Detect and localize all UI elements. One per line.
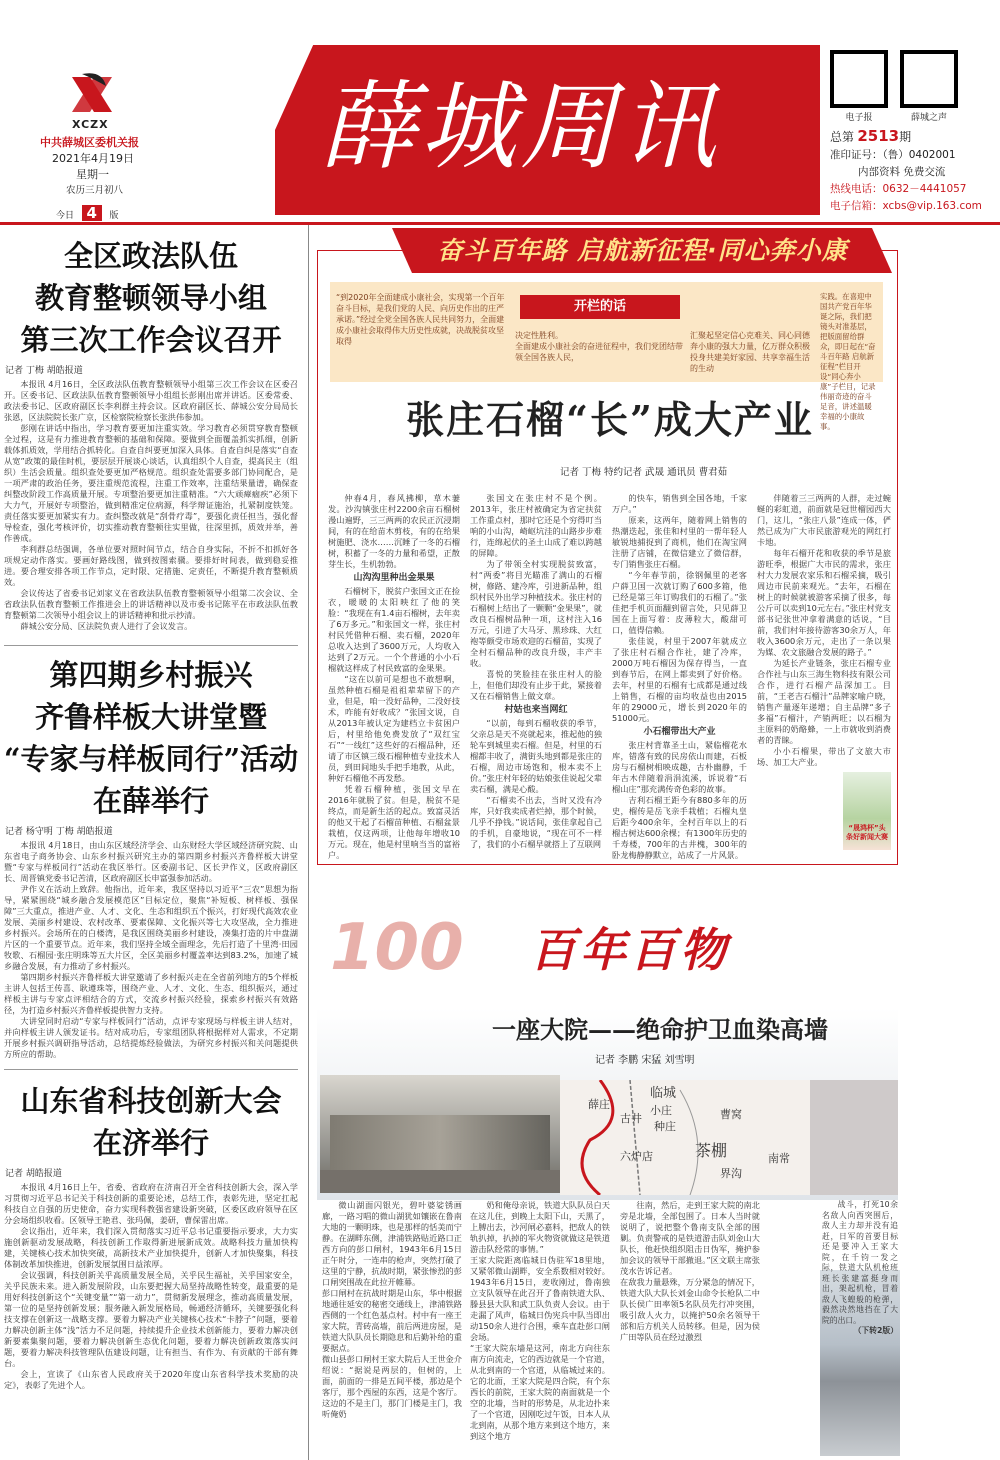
map-label: 小庄 — [650, 1104, 672, 1117]
feature-subhead-2: 村姑也来当网红 — [504, 705, 568, 715]
article1-byline: 记者 丁梅 胡皓报道 — [5, 366, 83, 376]
column-intro-col2: 决定性胜利。 全面建成小康社会的奋进征程中，我们党团结带领全国各族人民， — [515, 331, 683, 362]
issue-meta-left — [40, 135, 180, 224]
courtyard-photo — [320, 1075, 560, 1193]
map-label: 曹窝 — [720, 1108, 742, 1121]
qr-code-icon — [900, 50, 958, 108]
column-intro-col1: “到2020年全面建成小康社会，实现第一个百年奋斗目标，是我们党的人民、向历史作出的庄严承诺。”经过全党全国各族人民共同努力，全面建成小康社会取得伟大历史性成就，决战脱贫攻坚取得 — [336, 293, 505, 346]
feature-col-3: 的快车，销售到全国各地，千家万户。” 原来，这两年，随着网上销售的热潮迭起，张佳和村里的一帮年轻人敏锐地捕捉到了商机，他们在淘宝网注册了店铺，在微信建立了微信群，专门销售张庄石榴。 “今年春节前，徐钢佩里的老客户薛卫国一次就订购了600多箱，他已经是第三年订购我们的石榴了。”张佳把手机页面翻到留言处，只见薛卫国在上面写着：皮薄粒大，酸甜可口，值得信赖。 张佳说，村里于2007年就成立了张庄村石榴合作社，建了冷库，2000万吨石榴因为保存得当，一直到春节后，在网上都卖到了好价格。去年，村里的石榴有七成都是通过线上销售，石榴的亩均收益也由2015年的29000元，增长到2020年的51000元。 小石榴带出大产业 张庄村背靠圣土山，紧临榴花水库，错落有致的民房依山而建，石板房与石榴树相映成趣，古朴幽静，千年古木伴随着涓涓流溪，诉说着“石榴山庄”那充满传奇色彩的故事。 吉利石榴王距今有880多年的历史，榴传是岳飞亲手栽植；石榴丸皇后距今400余年，全村百年以上的石榴古树达600余棵；有1300年历史的千寿楼，700年的古井槐，300年的卧龙梅静静默立，站成了一片风景。 — [612, 493, 747, 860]
map-label: 临城 — [650, 1086, 677, 1101]
column-divider — [308, 225, 309, 1460]
column-intro-col4: 实践。在喜迎中国共产党百年华诞之际，我们把镜头对准基层，把版面留给群众，即日起在“奋斗百年路 启航新征程”栏目开设“同心奔小康”子栏目，记录伟丽奇迹的奋斗足音，讲述温暖幸福的小康故事。 — [820, 292, 876, 431]
century-col-3: 往南，然后，走到王家大院的南北旁是北墙，全部包围了。日本人当时就说明了，说把整个鲁南支队全部的围剿。负责警戒的是铁道游击队刘金山大队长，他赶快组织阻击日伪军，掩护参加会议的领导干部撤退。”区文联主席张茂水告诉记者。 在敌我力量悬殊，万分紧急的情况下，铁道大队大队长刘金山命令长枪队二中队长侯广田率领5名队员先行冲突围，吸引敌人火力，以掩护50余名领导干部和后方机关人员转移。但是，因为侯广田等队员在经过激烈 — [620, 1200, 760, 1342]
article3-headline-1: 山东省科技创新大会 — [20, 1084, 282, 1118]
newspaper-title: 薛城周讯 — [320, 71, 720, 183]
century-col-4: 战斗，打死10余名敌人向西突围后，敌人主力却并没有追赶，日军的首要目标还是要冲入王家大院，在千钧一发之际，铁道大队机枪班班长张建富挺身而出，架起机枪，冒着敌人飞蝗般的枪弹，毅然决然地挡在了大院的出口。 （下转2版） — [822, 1200, 898, 1335]
column-intro-col3: 汇聚起坚定信心克难关、同心同德奔小康的强大力量，亿万群众积极投身共建美好家园、共享幸福生活的生动 — [690, 331, 810, 373]
map-label: 古井 — [620, 1112, 642, 1125]
lunar-date: 农历三月初八 — [66, 185, 124, 196]
campaign-badge: “晟鸿杯”头条好新闻大赛 — [843, 772, 891, 850]
article3-body: 本报讯 4月16日上午，省委、省政府在济南召开全省科技创新大会，深入学习贯彻习近平总书记关于科技创新的重要论述，总结工作，表彰先进，坚定扛起科技自立自强的历史使命，奋力实现科教强省建设新突破，区委区政府领导在区分会场组织收看。区领导王艳君、张玛佩，姜研，曹保雷出席。 会议指出，近年来，我们深入贯彻落实习近平总书记重要指示要求，大力实施创新驱动发展战略，科技创新工作取得新进展新成效。战略科技力量加快构建，关键核心技术加快突破，高新技术产业加快提升，创新人才加快聚集，科技体制改革加快推进，创新发展氛围日益浓厚。 会议强调，科技创新关乎高质量发展全局，关乎民生福祉，关乎国家安全，关乎民族未来。进入新发展阶段，山东要把握大局坚持战略性转变，最重要的是用好科技创新这个“关键变量”“第一动力”，贯彻新发展理念，推动高质量发展，第一位的是坚持创新发展；服务融入新发展格局，畅通经济循环，关键要强化科技支撑在创新这一战略支撑。要着力解决产业关键核心技术“卡脖子”问题，要着力解决创新主体“浅”活力不足问题，持续提升企业技术创新能力，要着力解决创新要素集聚问题，要着力解决创新生态优化问题，要着力解决创新政策落实问题，要着力解决科技管理队伍建设问题，让有担当、有作为、有贡献的干部有舞台。 会上，宣读了《山东省人民政府关于2020年度山东省科学技术奖励的决定》，表彰了先进个人。 — [4, 1182, 298, 1390]
feature-subhead-1: 山沟沟里种出金果果 — [353, 573, 435, 583]
pages-info: 今日 4 版 — [56, 204, 119, 222]
series-banner-text: 奋斗百年路 启航新征程·同心奔小康 — [437, 236, 848, 265]
feature-col-2: 张国文在张庄村不是个例。2013年，张庄村被确定为省定扶贫工作重点村，那时它还是个穷得叮当响的小山沟，崎岖坑洼的山路步步难行，连绵起伏的圣土山成了难以跨越的屏障。 为了带领全村实现脱贫致富，村“两委”将目光瞄准了满山的石榴树，修路、建冷库，引进新品种，组织村民外出学习种植技术。张庄村的石榴树上结出了一颗颗“金果果”，就改良石榴树品种一项，这村注入16万元，引进了大马牙、黑珍珠、大红袍等颇受市场欢迎的石榴苗，实现了全村石榴品种的改良升级，丰产丰收。 喜悦的笑脸挂在张庄村人的脸上，但他们却没有止步于此，紧接着又在石榴销售上做文章。 村姑也来当网红 “以前，每到石榴收获的季节，父亲总是天不亮就起来，推起他的独轮车到城里卖石榴。但是，村里的石榴都丰收了，满街头地到都是张庄的石榴，周边市场饱和，根本卖不上价。”张庄村年轻的姑娘张佳说起父辈卖石榴，满是心酸。 “石榴卖不出去，当时又没有冷库，只好我卖成者烂掉，那个时候，几乎不挣钱。”说话间，张佳拿起自己的手机，自豪地说，“现在可不一样了，我们的小石榴早就搭上了互联网 — [470, 493, 602, 849]
feature-headline: 张庄石榴“长”成大产业 — [406, 397, 814, 442]
hotline: 热线电话：0632－4441057 — [830, 183, 967, 195]
route-map — [560, 1080, 810, 1195]
article2-headline-3: “专家与样板同行”活动 — [3, 742, 299, 776]
article2-byline: 记者 杨守明 丁梅 胡皓报道 — [5, 827, 113, 837]
article2-body: 本报讯 4月18日，由山东区域经济学会、山东财经大学区域经济研究院、山东省电子商务协会、山东乡村振兴研究主办的第四期乡村振兴齐鲁样板大讲堂暨“专家与样板同行”活动在我区举行。区委副书记、区长尹作义，区政府副区长、周晋镇党委书记苦清，区政府副区长申富强参加活动。 尹作义在活动上致辞。他指出，近年来，我区坚持以习近平“三农”思想为指导，紧紧围绕“城乡融合发展模范区”目标定位，聚焦“补短板、树样板、强保障”三大重点，推进产业、人才、文化、生态和组织五个振兴，打好现代高效农业发展、美丽乡村建设、农村改革、要素保障、文化振兴等七大攻坚战，全力推进乡村振兴。会场所在的白楼湾，是我区围绕美丽乡村建设，凑集打造的片中盘湖片区的一个重要节点。近年来，我们坚持全域全面理念，先后打造了十里湾·田园牧歌、石榴园·张庄明珠等五大片区，全区美丽乡村覆盖率达到83.2%，加速了城乡融合发展，有力推动了乡村振兴。 第四期乡村振兴齐鲁样板大讲堂邀请了乡村振兴走在全省前列地方的5个样板主讲人包括王传喜、耿遵珠等，围绕产业、人才、文化、生态、组织振兴，通过样板主讲与专家点评相结合的方式，交流乡村振兴经验，探索乡村振兴有效路径，为打造乡村振兴齐鲁样板提供智力支持。 大讲堂同时启动“专家与样板同行”活动，点评专家现场与样板主讲人结对，并向样板主讲人颁发证书。结对成功后，专家组团队将根据样对人需求，不定期开展乡村振兴调研指导活动，总结提炼经验做法，为研究乡村振兴和关问题提供方所应的帮助。 — [4, 840, 298, 1059]
issue-number: 总第 2513期 — [830, 127, 912, 145]
map-label: 种庄 — [654, 1120, 676, 1133]
wall-photo — [810, 1080, 898, 1195]
century-headline: 一座大院——绝命护卫血染高墙 — [492, 1015, 828, 1044]
masthead — [0, 0, 1000, 220]
article1-body: 本报讯 4月16日，全区政法队伍教育整顿领导小组第三次工作会议在区委召开。区委书记、区政法队伍教育整顿领导小组组长彭刚出席并讲话。区委常委、政法委书记、区政府副区长李利群主持会议。区政府副区长、薛城公安分局局长张恩，区法院院长张广京，区检察院检察长张洪伟参加。 彭刚在讲话中指出，学习教育要更加注重实效。学习教育必须贯穿教育整顿全过程，这是有力推进教育整顿的基础和保障。要做到全面覆盖抓实抓细，创新载体抓质效，学用结合抓转化。自查自纠要更加深入具体。自查自纠是落实“自查从宽”政策的最佳时机，要层层开展谈心谈话，认真组织个人自查，提高民主（组织）生活会质量。组织查处要更加严格规范。组织查处需要多部门协同配合，是一项严肃的政治任务，要注重规范流程，注重工作效率，注重结果量谱，确保查纠整改阶段工作高质量开展。专项整治要更加注重精准。“六大顽瘴痼疾”必须下大力气，开展好专项整治，做到精准定位病源，科学辩证施治，扎紧制度铁笼。责任落实要更加紧实有力。查纠整改就是“刮骨疗毒”，要强化责任担当，强化督导检查，强化考核评价，切实推动教育整顿往实里做，往深里抓，质效并举，善作善成。 李利群总结强调，各单位要对照时间节点，结合自身实际，不折不扣抓好各项规定动作落实。要画好路线图，做到按图索骥。要排好时间表，做到稳妥推进。要合理安排各项工作节点，定时限、定措施、定责任，不断提升教育整顿质效。 会议传达了省委书记刘家义在省政法队伍教育整顿领导小组第二次会议、全省政法队伍教育整顿工作推进会上的讲话精神以及市委书记陈平在市政法队伍教育整顿第二次领导小组会议上的讲话精神和批示抄清。 薛城公安分局、区法院负责人进行了会议发言。 — [4, 379, 298, 631]
map-label: 南常 — [768, 1152, 790, 1165]
feature-byline: 记者 丁梅 特约记者 武晟 通讯员 曹君茹 — [560, 467, 728, 478]
feature-subhead-3: 小石榴带出大产业 — [643, 727, 716, 737]
circulation-note: 内部资料 免费交流 — [858, 166, 946, 178]
map-label: 界沟 — [720, 1167, 742, 1180]
article2-headline-1: 第四期乡村振兴 — [49, 658, 253, 692]
map-label: 薛庄 — [588, 1098, 610, 1111]
continued-note: （下转2版） — [853, 1326, 898, 1335]
qr-label-epaper: 电子报 — [845, 113, 873, 123]
article1-headline-2: 教育整顿领导小组 — [34, 281, 267, 315]
century-col-1: 微山湖面闪银光，碧叶婆娑锈画廊，一路习唱的微山湖犹如镶嵌在鲁南大地的一颗明珠，也是那样的恬美而宁静。在湖畔东侧，津浦铁路贴近路口正西方向的彭口闸村，1943年6月15日正午时分，一连串的枪声，突然打破了这里的宁静，抗战时期，紧张惨烈的彭口闸突围战在此拉开帷幕。 彭口闸村在抗战时期是山东，华中根据地通往延安的秘密交通线上，津浦铁路西侧的一个红色基点村。村中有一座王家大院，青砖高墙，前后两进房屋，是铁道大队队员长期隐息和后勤补给的重要据点。 微山县彭口闸村王家大院后人王世金介绍说：“据说是两层的，但树的，上面，前面的一排是五间平楼，那边是个客厅，那个西屋的东西，这是个客厅。这边的不是主门，那门门楼是主门，我听俺奶 — [322, 1200, 462, 1419]
issue-date: 2021年4月19日 — [52, 152, 134, 165]
article3-headline-2: 在济举行 — [92, 1126, 209, 1160]
qr-code-icon — [830, 50, 888, 108]
feature-col-4: 伴随着三三两两的人群，走过蜿蜒的彩虹道，前面就是冠世榴园西大门，这儿，“张庄八景”连成一体，俨然已成为广大市民旅游观光的网红打卡地。 每年石榴开花和收获的季节是旅游旺季，根据广大市民的需求，张庄村大力发展农家乐和石榴采摘，吸引周边市民前来观光。“去年，石榴在树上的时候就被游客采摘了很多，每公斤可以卖到10元左右。”张庄村党支部书记张世冲拿着满意的话说，“目前，我们村年接待游客30余万人，年收入3600余万元，走出了一条以果为媒、农文旅融合发展的路子。” 为延长产业链条，张庄石榴专业合作社与山东三海生物科技有限公司合作，进行石榴产品深加工。目前，“王老吉石榴汁”品牌家喻户晓，销售产量逐年递增；自主品牌“多子多福”石榴汁，产销两旺；以石榴为主原料的奶酪蜂，一上市就收到消费者的青睐。 小小石榴果，带出了文旅大市场、加工大产业。 — [757, 493, 891, 767]
left-column — [0, 225, 302, 1460]
column-intro-title: 开栏的话 — [520, 295, 680, 319]
centenary-number: 100 — [330, 911, 464, 985]
logo-text: XCZX — [72, 118, 109, 131]
article2-headline-4: 在薛举行 — [92, 784, 209, 818]
org-label: 中共薛城区委机关报 — [40, 136, 139, 149]
article3-byline: 记者 胡皓报道 — [5, 1169, 62, 1179]
article1-headline-1: 全区政法队伍 — [63, 239, 238, 273]
permit-number: 准印证号：（鲁）0402001 — [830, 149, 956, 161]
issue-meta-right — [830, 128, 1000, 215]
qr-label-voice: 薛城之声 — [910, 113, 947, 123]
map-label: 茶棚 — [695, 1141, 728, 1160]
map-label: 六炉店 — [620, 1150, 653, 1163]
century-byline: 记者 李鹏 宋猛 刘雪明 — [595, 1055, 695, 1066]
email: 电子信箱：xcbs@vip.163.com — [830, 200, 982, 212]
newspaper-logo-icon — [62, 72, 122, 120]
century-col-2: 奶和俺母亲说，铁道大队队员白天在这儿住，到晚上太阳下山，天黑了，上膊出去，沙河闸必嘉料，把敌人的铁轨扒掉，扒掉的军火物资就做这是铁道游击队经常的事情。” 王家大院距离临城日伪驻军18里地，又紧邻微山湖畔，安全系数相对较好。1943年6月15日，麦收刚过，鲁南独立支队领导在此召开了鲁南铁道大队、滕县县大队和武工队负责人会议。由于走漏了风声，临城日伪宪兵中队当即出动150余人进行合围，乘车直赴彭口闸会场。 “王家大院东墙是这河，南北方向往东南方向流走，它的西边就是一个官道，从北到南的一个官道，从临城过来的。它的北面，王家大院是四合院，有个东西长的前院，王家大院的南面就是一个空的北墙，当时的形势是，从北边扑来了一个官道，因刚吃过午饭，日本人从北到南，从那个地方来到这个地方，来到这个地方 — [470, 1200, 610, 1441]
article2-headline-2: 齐鲁样板大讲堂暨 — [34, 700, 267, 734]
feature-col-1: 仲春4月，春风拂柳，草木萋发。沙沟镇张庄村2200余亩石榴树漫山遍野，三三两两的农民正沉浸期间，有的在给苗木剪枝，有的在给果树施肥、浇水……沉睡了一冬的石榴树，积蓄了一冬的力量和希望，正散芽生长，生机勃勃。 山沟沟里种出金果果 石榴树下，脱贫户张国文正在捡衣，暖暖的太阳映红了他的笑脸：“我现在有1.4亩石榴树，去年卖了6万多元。”和张国文一样，张庄村村民凭借种石榴、卖石榴，2020年总收入达到了3600万元，人均收入达到了2万元。一个个普通的小小石榴就这样成了村民致富的金果果。 “这在以前可是想也不敢想啊，虽然种植石榴是祖祖辈辈留下的产业，但是，咱一没好品种，二没好技术，咋能有好收成？”张国文说，自从2013年被认定为建档立卡贫困户后，村里给他免费发放了“双红宝石”“一线红”这些好的石榴品种，还请了市区镇三级石榴种植专业技术人员，到田间地头手把手地教，从此，种好石榴他不再发愁。 凭着石榴种植，张国文早在2016年就脱了贫。但是，脱贫不是终点，而是新生活的起点。致富灵活的他又干起了石榴苗种植、石榴盆景栽植，仅这两项，让他每年增收10万元。现在，他是村里响当当的富裕户。 — [328, 493, 460, 860]
issue-weekday: 星期一 — [76, 168, 109, 181]
century-series-title: 百年百物 — [530, 923, 730, 977]
article1-headline-3: 第三次工作会议召开 — [20, 323, 282, 357]
